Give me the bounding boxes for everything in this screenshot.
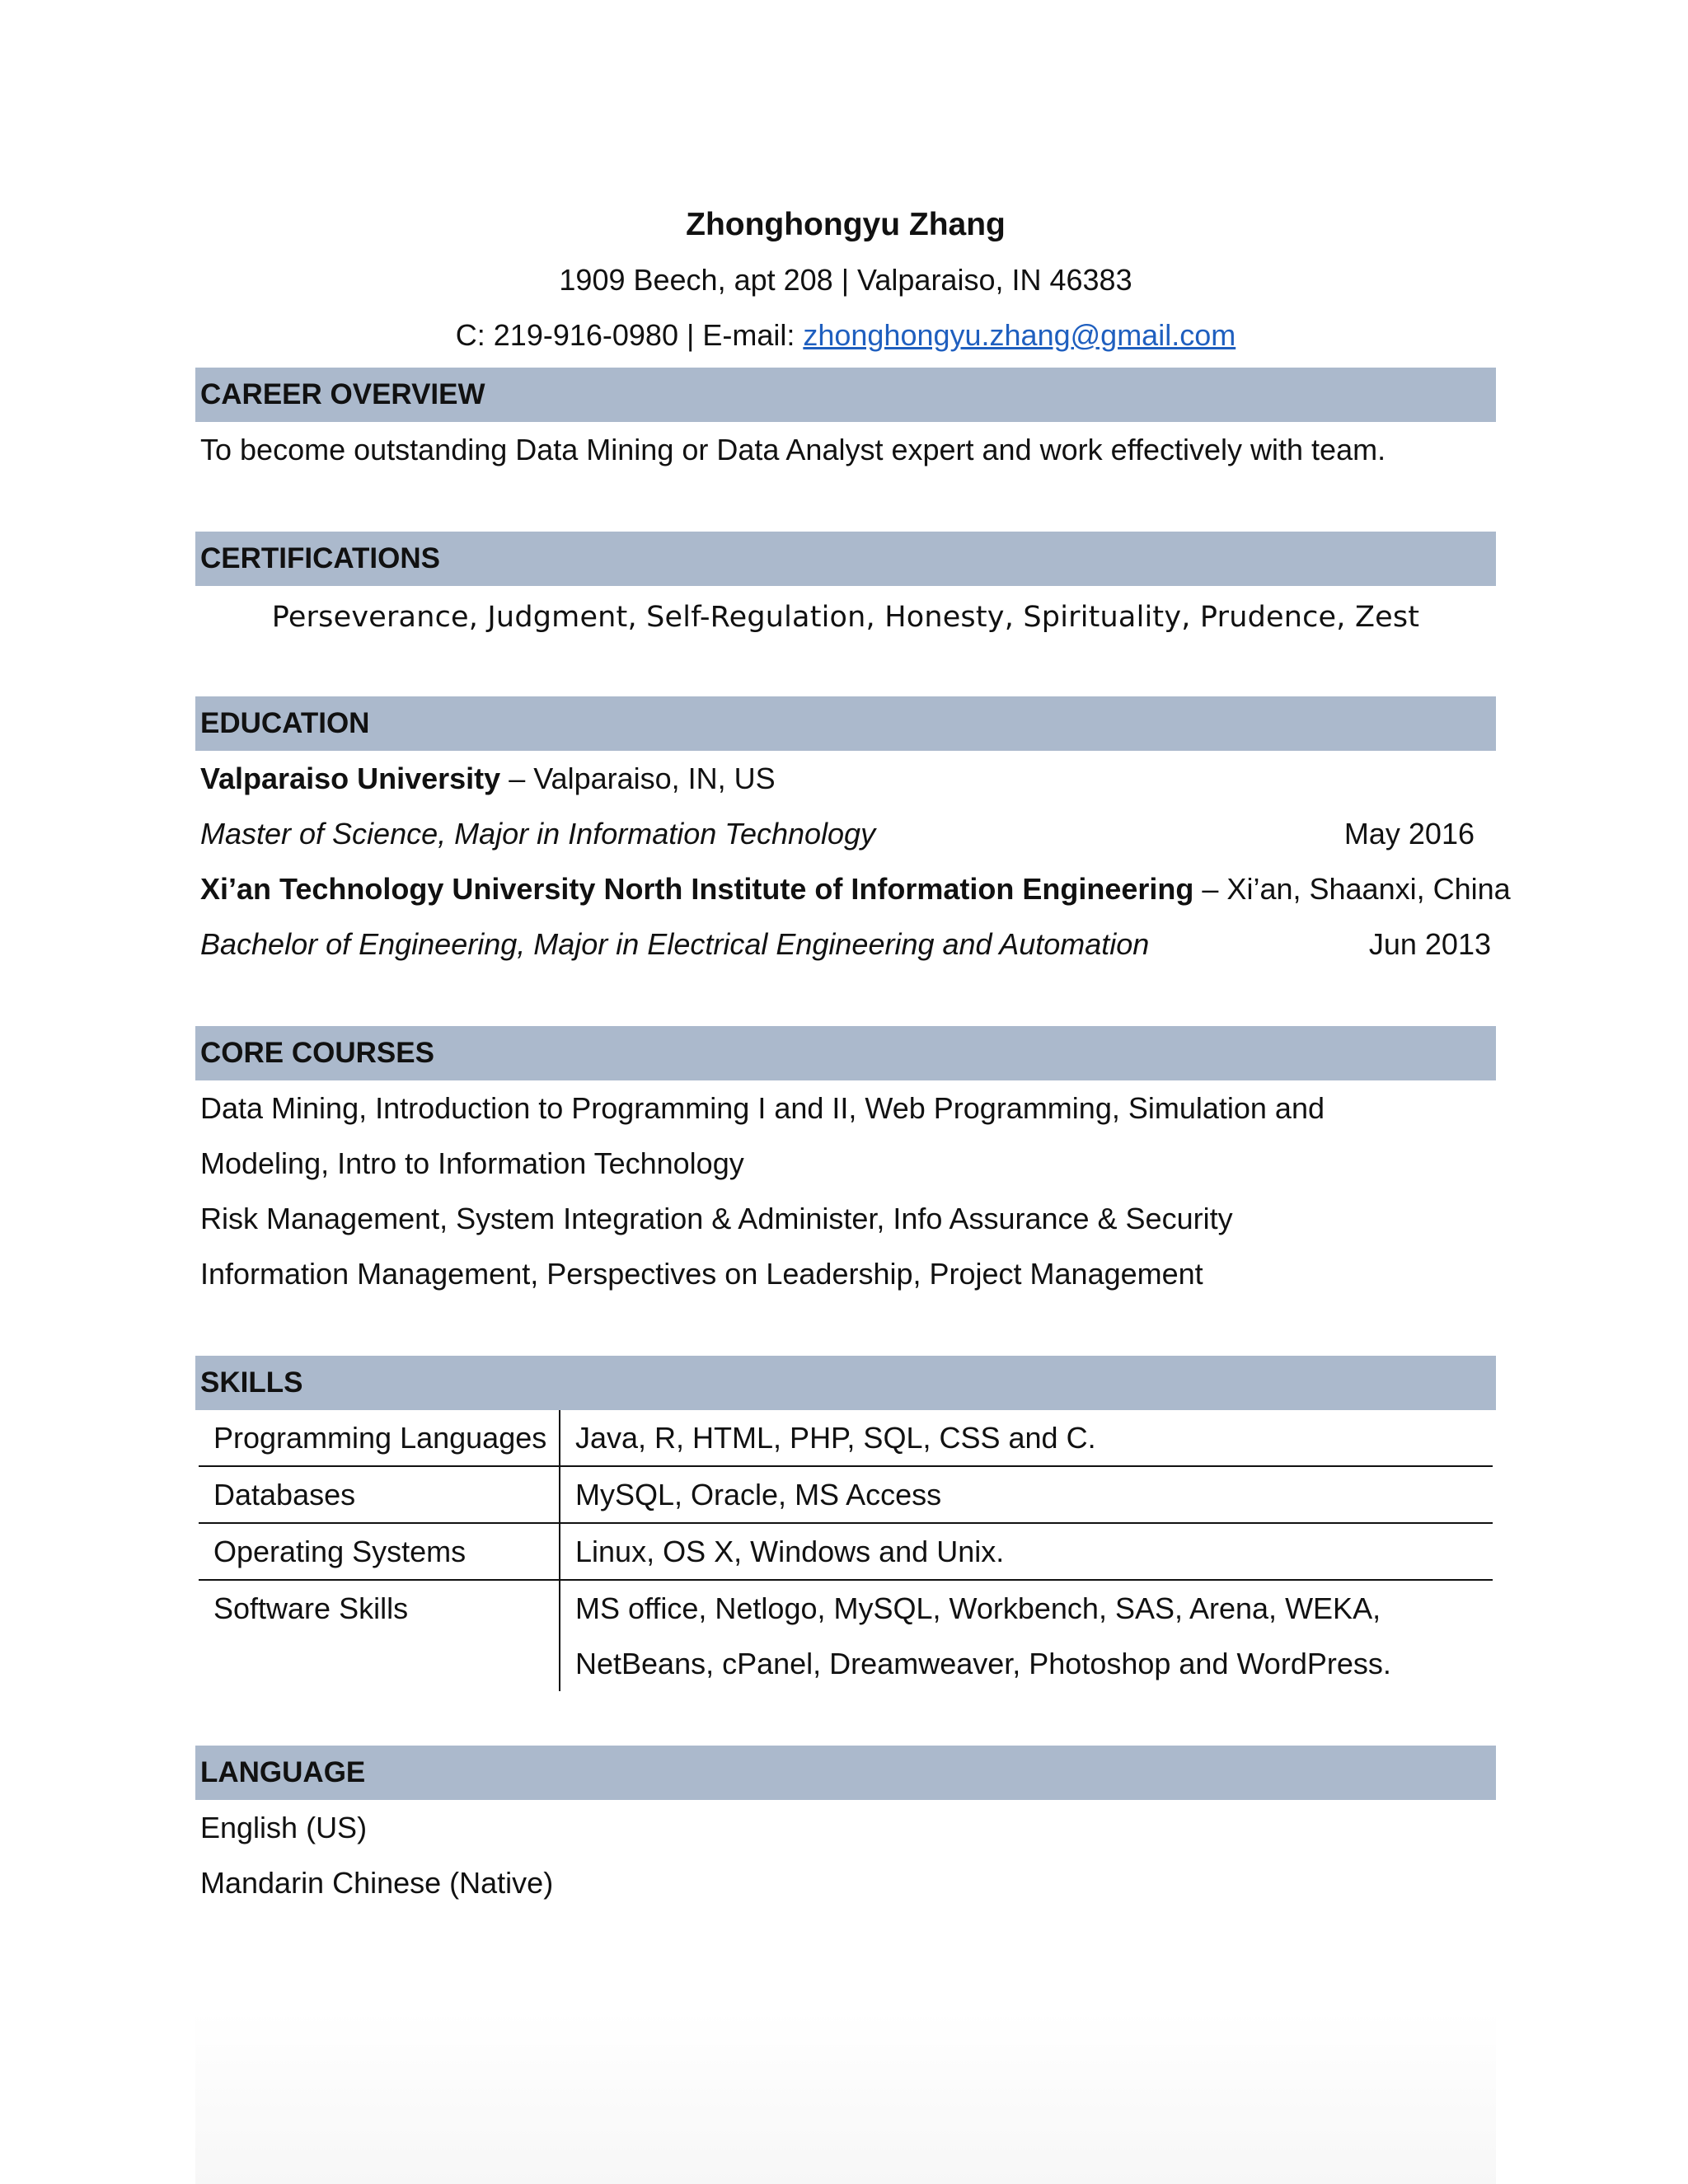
phone-text: C: 219-916-0980 | E-mail: — [455, 318, 804, 352]
education-degree-1 — [195, 806, 1496, 861]
certifications-text: Perseverance, Judgment, Self-Regulation, Honesty, Spirituality, Prudence, Zest — [271, 601, 1420, 634]
section-career-overview: CAREER OVERVIEW — [195, 368, 1496, 422]
language-item: English (US) — [200, 1811, 368, 1844]
career-overview-text: To become outstanding Data Mining or Data Analyst expert and work effectively with team. — [200, 433, 1386, 466]
skill-key: Software Skills — [199, 1580, 560, 1691]
section-certifications: CERTIFICATIONS — [195, 532, 1496, 586]
section-skills: SKILLS — [195, 1356, 1496, 1410]
skills-table — [199, 1410, 1493, 1691]
contact-line — [195, 307, 1496, 363]
skills-row — [199, 1580, 1493, 1691]
address-line: 1909 Beech, apt 208 | Valparaiso, IN 46383 — [559, 263, 1132, 297]
courses-line-1: Data Mining, Introduction to Programming I and II, Web Programming, Simulation and — [200, 1091, 1325, 1125]
language-item: Mandarin Chinese (Native) — [200, 1866, 554, 1900]
resume-header — [195, 198, 1496, 363]
skill-value-line-1: MS office, Netlogo, MySQL, Workbench, SAS, Arena, WEKA, — [575, 1591, 1381, 1625]
school-1-location: – Valparaiso, IN, US — [500, 762, 776, 795]
education-degree-2 — [195, 916, 1496, 972]
school-1-name: Valparaiso University — [200, 762, 501, 795]
page-bottom-shade — [195, 2011, 1496, 2184]
skills-row — [199, 1410, 1493, 1466]
section-core-courses: CORE COURSES — [195, 1026, 1496, 1080]
skill-value — [560, 1580, 1493, 1691]
skill-key: Operating Systems — [199, 1523, 560, 1580]
section-education: EDUCATION — [195, 696, 1496, 751]
degree-2-date: Jun 2013 — [1368, 927, 1491, 961]
skill-key: Databases — [199, 1466, 560, 1523]
degree-1-text: Master of Science, Major in Information Technology — [200, 817, 876, 851]
courses-line-4: Information Management, Perspectives on Leadership, Project Management — [200, 1257, 1203, 1291]
resume-content — [195, 198, 1511, 1910]
education-school-1 — [195, 751, 1496, 806]
degree-2-text: Bachelor of Engineering, Major in Electrical Engineering and Automation — [200, 927, 1150, 961]
skill-value: Linux, OS X, Windows and Unix. — [560, 1523, 1493, 1580]
skills-row — [199, 1466, 1493, 1523]
candidate-name: Zhonghongyu Zhang — [686, 207, 1006, 242]
education-school-2 — [195, 861, 1511, 916]
degree-1-date: May 2016 — [1343, 817, 1475, 851]
skill-value: Java, R, HTML, PHP, SQL, CSS and C. — [560, 1410, 1493, 1466]
school-2-name: Xi’an Technology University North Institute of Information Engineering — [200, 872, 1194, 906]
school-2-location: – Xi’an, Shaanxi, China — [1193, 872, 1511, 906]
skills-row — [199, 1523, 1493, 1580]
skill-value: MySQL, Oracle, MS Access — [560, 1466, 1493, 1523]
skill-key: Programming Languages — [199, 1410, 560, 1466]
section-language: LANGUAGE — [195, 1746, 1496, 1800]
email-link[interactable]: zhonghongyu.zhang@gmail.com — [803, 318, 1236, 352]
courses-line-3: Risk Management, System Integration & Administer, Info Assurance & Security — [200, 1202, 1233, 1235]
courses-line-2: Modeling, Intro to Information Technology — [200, 1146, 744, 1180]
skill-value-line-2: NetBeans, cPanel, Dreamweaver, Photoshop and WordPress. — [575, 1647, 1391, 1680]
